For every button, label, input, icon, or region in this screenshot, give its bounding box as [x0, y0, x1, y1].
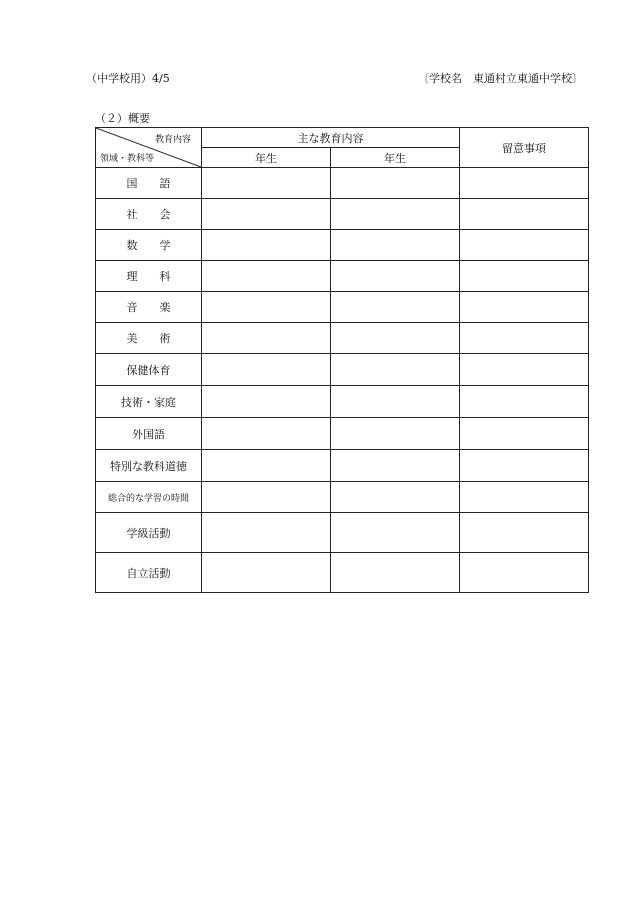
cell [202, 482, 331, 513]
cell [202, 553, 331, 593]
table-row [96, 386, 589, 418]
table-row [96, 482, 589, 513]
subject-label: 理 科 [96, 261, 202, 292]
grade-header-2: 年生 [331, 148, 460, 168]
overview-table [95, 127, 589, 593]
cell [460, 450, 589, 482]
table-row [96, 199, 589, 230]
cell [331, 450, 460, 482]
cell [460, 354, 589, 386]
cell [202, 418, 331, 450]
table-row [96, 354, 589, 386]
cell [460, 513, 589, 553]
table-row [96, 323, 589, 354]
cell [331, 354, 460, 386]
table-row [96, 261, 589, 292]
cell [331, 230, 460, 261]
cell [331, 261, 460, 292]
cell [202, 513, 331, 553]
corner-bottom-label: 領域・教科等 [100, 154, 155, 164]
cell [331, 513, 460, 553]
cell [331, 482, 460, 513]
notes-header: 留意事項 [460, 128, 589, 168]
subject-label: 特別な教科道徳 [96, 450, 202, 482]
subject-label: 社 会 [96, 199, 202, 230]
table-row [96, 450, 589, 482]
table-row [96, 553, 589, 593]
cell [331, 386, 460, 418]
cell [202, 386, 331, 418]
subject-label: 数 学 [96, 230, 202, 261]
cell [331, 292, 460, 323]
cell [331, 199, 460, 230]
grade-header-1: 年生 [202, 148, 331, 168]
cell [460, 230, 589, 261]
table-row [96, 418, 589, 450]
cell [460, 553, 589, 593]
cell [460, 261, 589, 292]
cell [202, 354, 331, 386]
corner-top-label: 教育内容 [154, 135, 191, 145]
cell [460, 418, 589, 450]
subject-label: 自立活動 [96, 553, 202, 593]
table-row [96, 230, 589, 261]
cell [331, 418, 460, 450]
table-row [96, 168, 589, 199]
header-left: （中学校用）4/5 [86, 72, 170, 85]
cell [202, 230, 331, 261]
cell [460, 168, 589, 199]
header-school-name: 〔学校名 東通村立東通中学校〕 [418, 72, 583, 85]
cell [460, 323, 589, 354]
cell [202, 261, 331, 292]
cell [331, 168, 460, 199]
subject-label: 総合的な学習の時間 [96, 482, 202, 513]
cell [202, 199, 331, 230]
cell [202, 292, 331, 323]
subject-label: 国 語 [96, 168, 202, 199]
cell [460, 292, 589, 323]
subject-label: 外国語 [96, 418, 202, 450]
section-title: （２）概要 [95, 112, 150, 125]
cell [460, 386, 589, 418]
cell [331, 323, 460, 354]
cell [202, 323, 331, 354]
subject-label: 保健体育 [96, 354, 202, 386]
table-row [96, 292, 589, 323]
main-content-header: 主な教育内容 [202, 128, 460, 148]
corner-header-cell [96, 128, 202, 168]
cell [460, 482, 589, 513]
cell [331, 553, 460, 593]
subject-label: 音 楽 [96, 292, 202, 323]
cell [460, 199, 589, 230]
subject-label: 美 術 [96, 323, 202, 354]
cell [202, 168, 331, 199]
subject-label: 学級活動 [96, 513, 202, 553]
table-row [96, 513, 589, 553]
subject-label: 技術・家庭 [96, 386, 202, 418]
cell [202, 450, 331, 482]
